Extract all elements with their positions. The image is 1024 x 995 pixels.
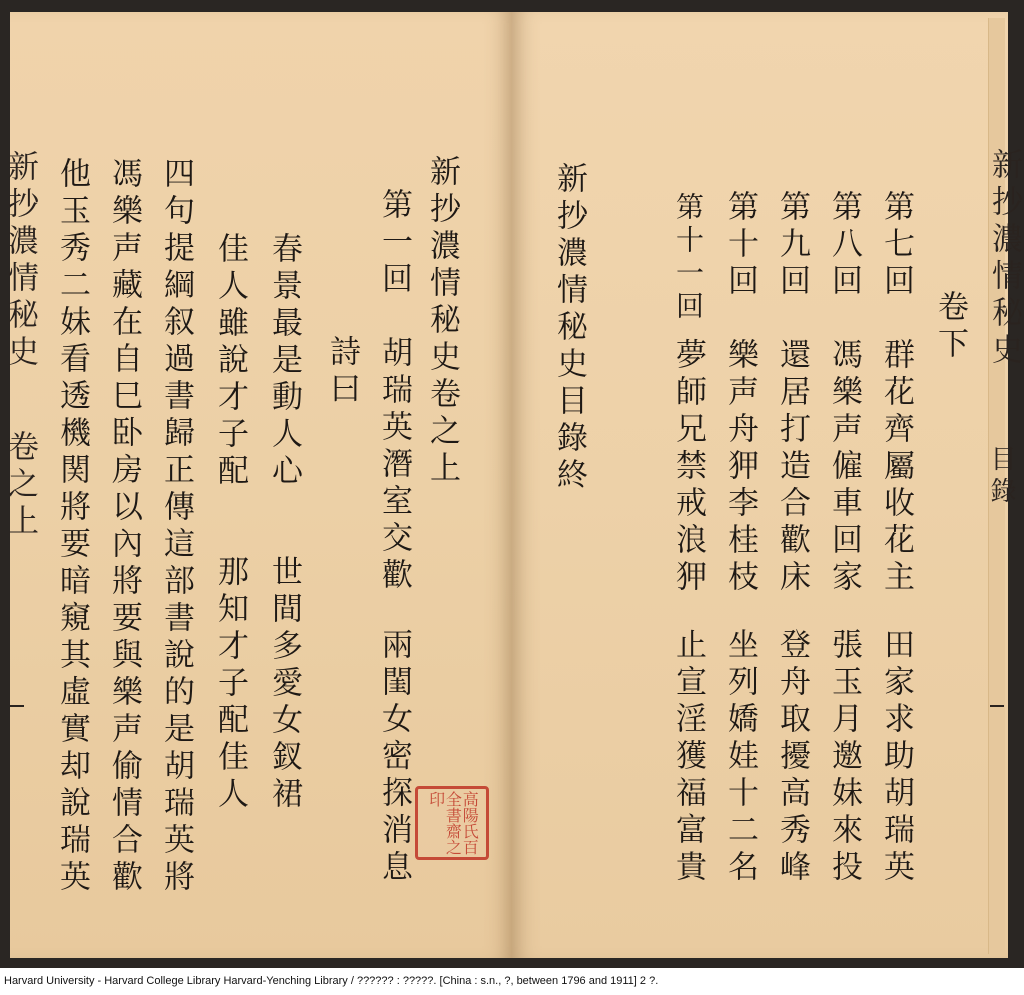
toc-chapter-7-line-2: 田家求助胡瑞英 — [878, 628, 914, 887]
seal-text: 高陽氏百全書齋之印 — [426, 791, 480, 855]
volume-label: 卷下 — [932, 290, 968, 364]
toc-chapter-7-line-1: 群花齊屬收花主 — [878, 338, 914, 597]
toc-chapter-9-line-2: 登舟取擾高秀峰 — [774, 628, 810, 887]
toc-chapter-10: 第十回 — [722, 190, 758, 301]
toc-chapter-7: 第七回 — [878, 190, 914, 301]
image-caption: Harvard University - Harvard College Library Harvard-Yenching Library / ?????? : ?????. [China : s.n., ?, between 1796 and 1911] 2 ?. — [4, 975, 659, 987]
toc-chapter-8-line-1: 馮樂声僱車回家 — [826, 338, 862, 597]
poem-line-3: 佳人雖說才子配 — [212, 232, 248, 491]
body-column-1: 四句提綱叙過書歸正傳這部書說的是胡瑞英將 — [158, 157, 194, 897]
poem-intro: 詩曰 — [324, 335, 360, 409]
left-edge-mark — [10, 705, 24, 707]
toc-chapter-11-line-1: 夢師兄禁戒浪狎 — [670, 338, 706, 597]
toc-end-title: 新抄濃情秘史目錄終 — [551, 162, 587, 495]
toc-chapter-11: 第十一回 — [672, 192, 705, 324]
chapter-number: 第一回 — [376, 188, 412, 299]
toc-chapter-10-line-2: 坐列嬌娃十二名 — [722, 628, 758, 887]
poem-line-4: 那知才子配佳人 — [212, 555, 248, 814]
toc-chapter-8-line-2: 張玉月邀妹來投 — [826, 628, 862, 887]
chapter-title-second: 兩閨女密探消息 — [376, 628, 412, 887]
body-column-2: 馮樂声藏在自巳卧房以內將要與樂声偷情合歡 — [106, 157, 142, 897]
body-column-3: 他玉秀二妹看透機関將要暗窺其虛實却說瑞英 — [54, 157, 90, 897]
cut-edge-column: 新抄濃情秘史 — [2, 150, 38, 372]
volume-title: 新抄濃情秘史卷之上 — [424, 155, 460, 488]
toc-chapter-9: 第九回 — [774, 190, 810, 301]
chapter-title-first: 胡瑞英潛室交歡 — [376, 336, 412, 595]
edge-mark — [990, 705, 1004, 707]
library-seal — [415, 786, 489, 860]
toc-chapter-8: 第八回 — [826, 190, 862, 301]
cut-edge-column-bottom: 卷之上 — [2, 430, 38, 541]
poem-line-2: 世間多愛女釵裙 — [266, 555, 302, 814]
poem-line-1: 春景最是動人心 — [266, 232, 302, 491]
toc-chapter-9-line-1: 還居打造合歡床 — [774, 338, 810, 597]
edge-column: 新抄濃情秘史 — [986, 148, 1022, 370]
edge-column-bottom: 目錄 — [986, 445, 1016, 509]
toc-chapter-10-line-1: 樂声舟狎李桂枝 — [722, 338, 758, 597]
toc-chapter-11-line-2: 止宣淫獲福富貴 — [670, 628, 706, 887]
